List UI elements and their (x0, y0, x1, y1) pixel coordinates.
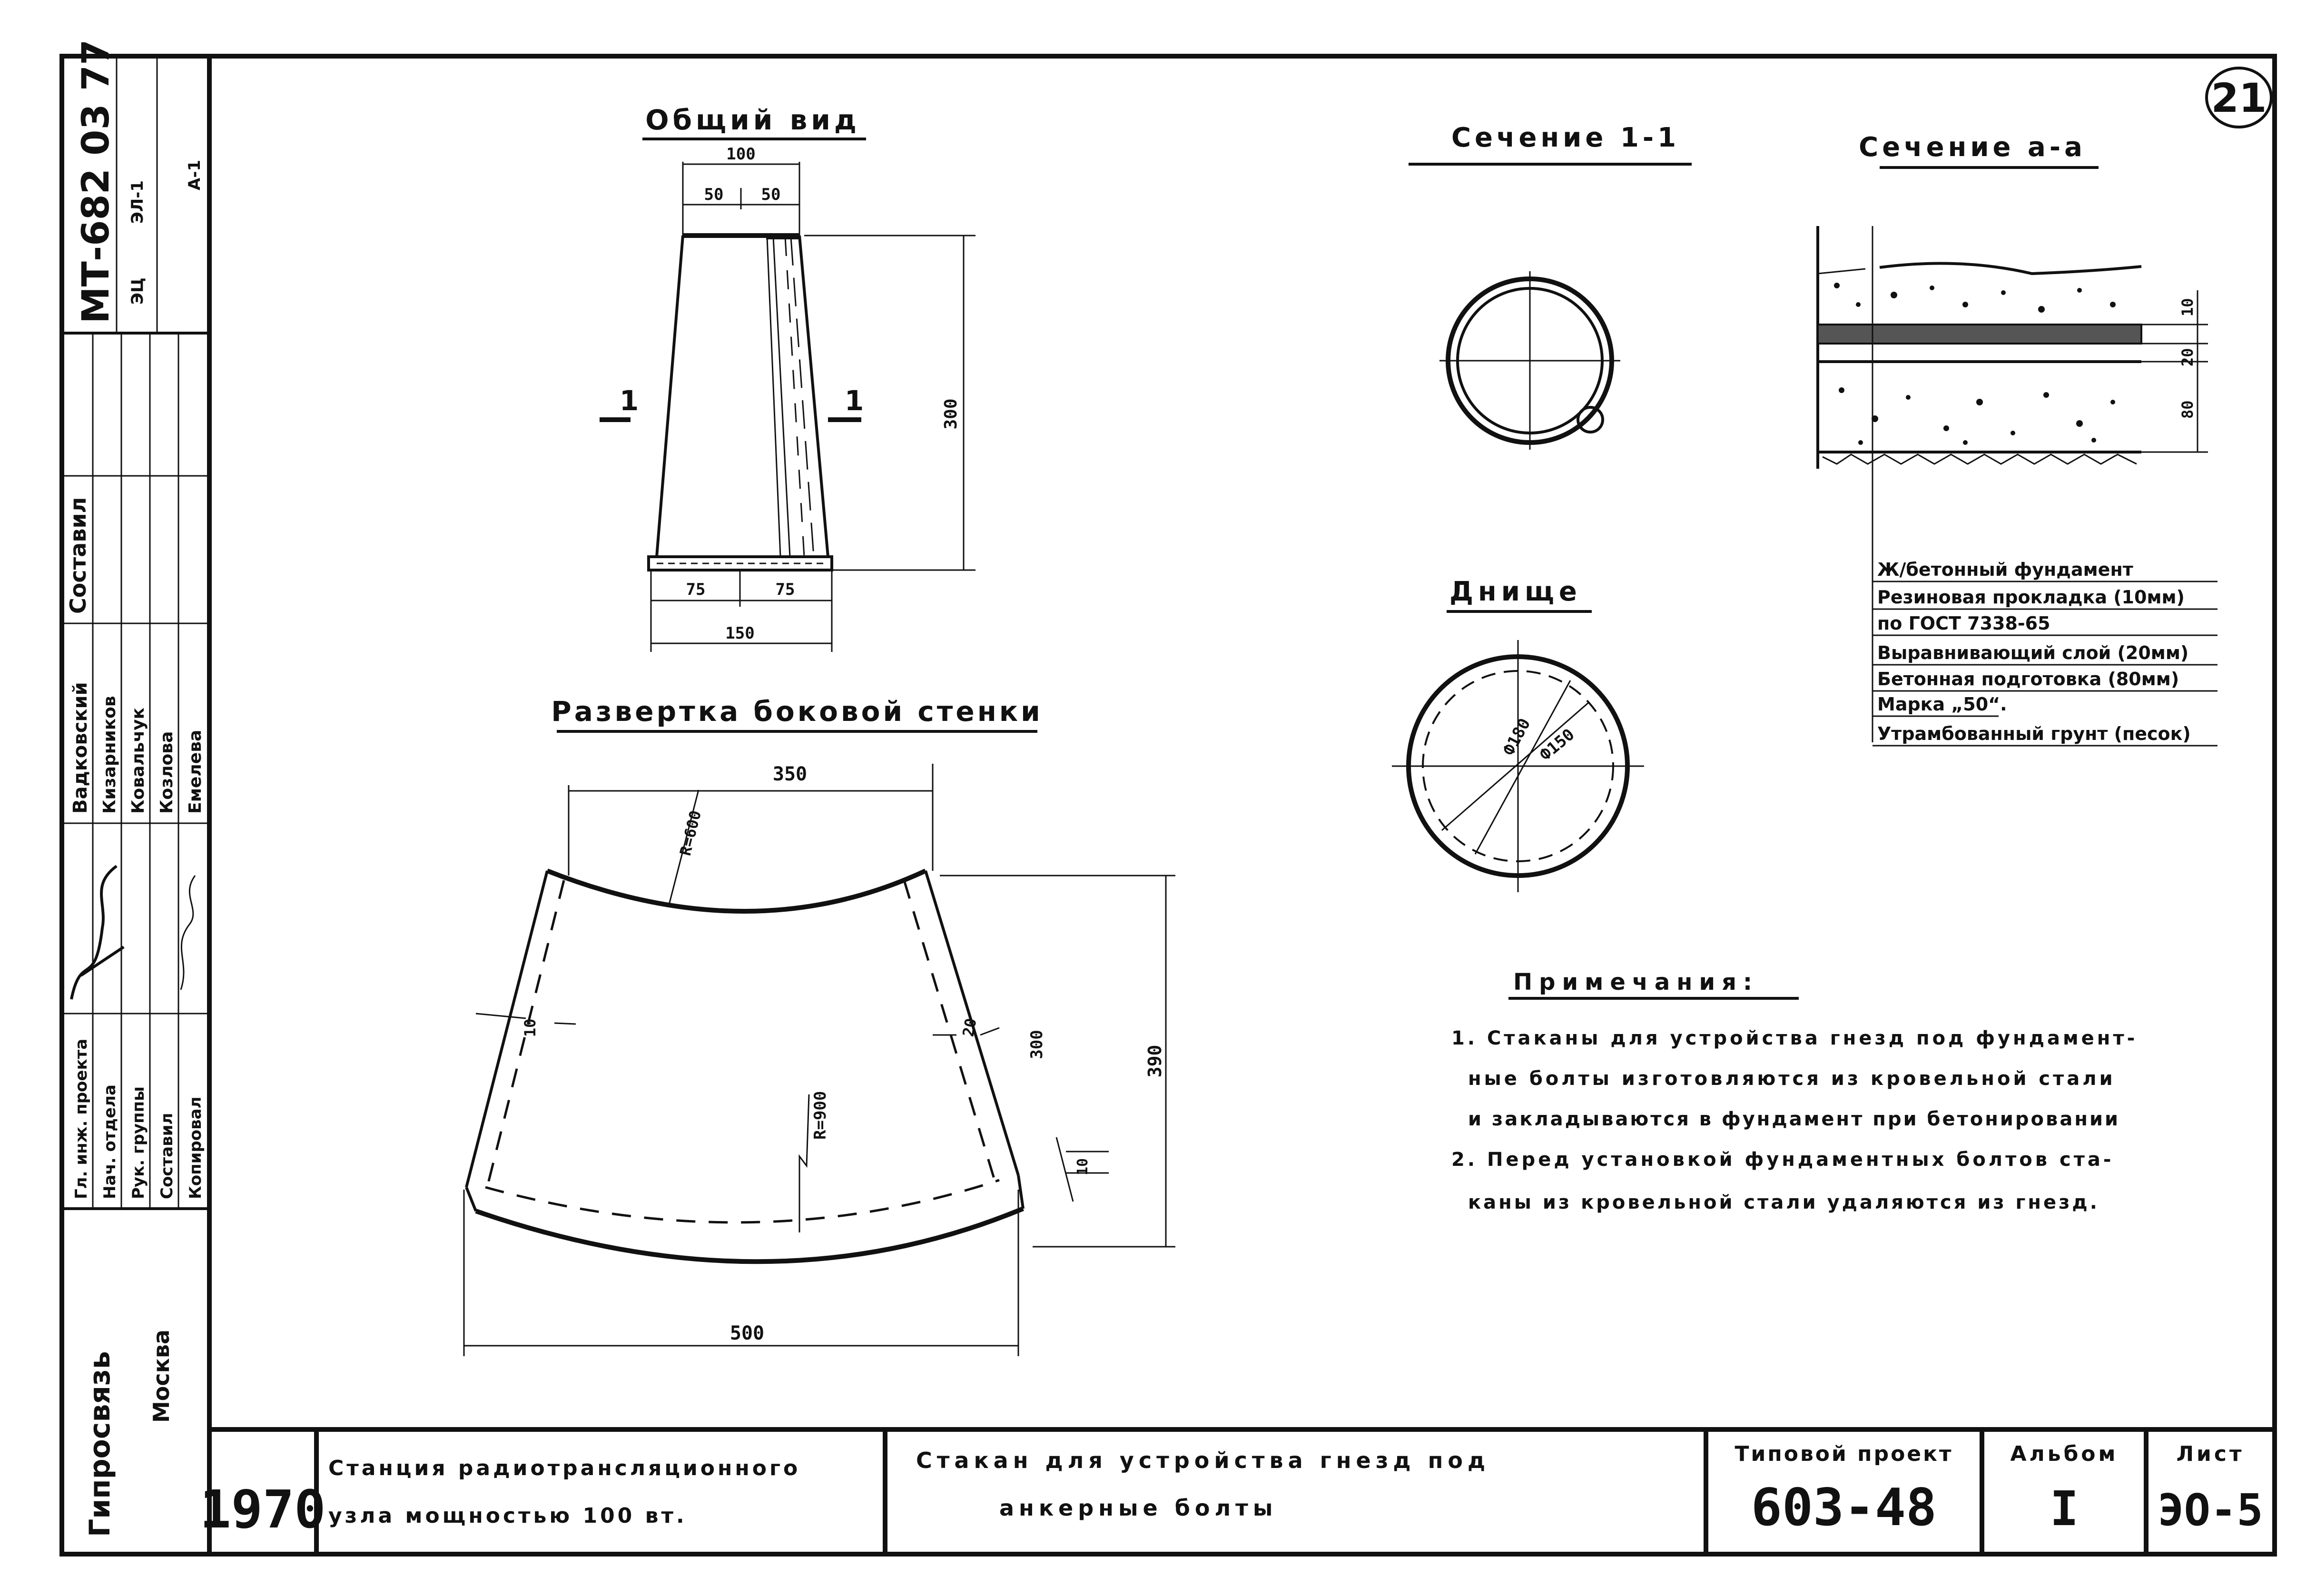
general-dim-height: 300 (941, 398, 961, 430)
bottom-dim-outer: Ф180 (1499, 715, 1535, 759)
general-dim-half-left: 50 (704, 185, 724, 204)
note-line-1: 1. Стаканы для устройства гнезд под фундамент- (1451, 1027, 2138, 1049)
title-album-number: I (2050, 1481, 2079, 1537)
general-dim-top: 100 (726, 145, 756, 164)
general-dim-bottom: 150 (725, 624, 755, 643)
notes-title: Примечания: (1513, 969, 1759, 995)
title-drawing-line-1: Стакан для устройства гнезд под (916, 1448, 1490, 1473)
general-view-title: Общий вид (645, 104, 860, 136)
title-object-line-1: Станция радиотрансляционного (328, 1456, 801, 1480)
general-view (600, 104, 976, 652)
general-dim-bottom-right: 75 (775, 580, 795, 599)
role-1: Нач. отдела (100, 1084, 119, 1199)
role-0: Гл. инж. проекта (72, 1038, 91, 1199)
title-album-label: Альбом (2010, 1442, 2119, 1466)
page-number: 21 (2211, 75, 2267, 121)
bottom-dim-inner: Ф150 (1536, 725, 1578, 765)
rubber-layer (1818, 325, 2141, 344)
title-project-number: 603-48 (1751, 1478, 1937, 1537)
development-dim-bottom-seam: 10 (1074, 1158, 1091, 1175)
org-city: Москва (148, 1329, 174, 1423)
development-dim-top: 350 (772, 763, 808, 785)
side-wall-development (464, 695, 1175, 1356)
section-dim-3: 80 (2178, 400, 2197, 419)
section-1-1 (1409, 122, 1692, 450)
title-object-line-2: узла мощностью 100 вт. (328, 1504, 687, 1528)
name-1: Кизарников (100, 696, 119, 814)
section-a-a-title: Сечение а-а (1859, 132, 2086, 163)
stamp-sub-2: ЭЛ-1 (128, 180, 147, 224)
name-3: Козлова (157, 731, 177, 814)
legend-3: Выравнивающий слой (20мм) (1877, 642, 2189, 663)
bottom-view (1392, 576, 1644, 892)
header-label: Составил (65, 497, 91, 614)
development-dim-height-outer: 390 (1144, 1044, 1165, 1078)
stamp-sub-1: ЭЦ (128, 277, 147, 305)
section-mark-right: 1 (844, 384, 864, 417)
title-project-label: Типовой проект (1735, 1442, 1953, 1466)
title-block (200, 1429, 2263, 1554)
role-3: Составил (158, 1113, 177, 1199)
stamp-sub-3: А-1 (185, 159, 204, 190)
section-1-1-title: Сечение 1-1 (1451, 122, 1680, 153)
development-dim-seam-right: 20 (959, 1016, 980, 1038)
development-r-outer: R=600 (676, 808, 705, 857)
note-line-4: 2. Перед установкой фундаментных болтов ста- (1451, 1149, 2114, 1171)
development-dim-height-inner: 300 (1027, 1030, 1046, 1059)
signature-2 (181, 876, 195, 990)
legend-5: Марка „50“. (1877, 694, 2007, 715)
notes (1451, 969, 2138, 1213)
name-2: Ковальчук (128, 708, 148, 814)
note-line-3: и закладываются в фундамент при бетонировании (1468, 1108, 2120, 1130)
side-block (62, 39, 209, 1537)
role-2: Рук. группы (129, 1086, 148, 1199)
concrete-texture (1834, 283, 2116, 445)
legend-6: Утрамбованный грунт (песок) (1877, 723, 2191, 744)
title-drawing-line-2: анкерные болты (999, 1495, 1278, 1521)
section-dim-1: 10 (2178, 298, 2197, 316)
signature-1 (71, 866, 124, 999)
note-line-2: ные болты изготовляются из кровельной стали (1468, 1068, 2116, 1090)
title-sheet-number: ЭО-5 (2158, 1485, 2263, 1536)
legend-0: Ж/бетонный фундамент (1877, 559, 2133, 580)
development-title: Развертка боковой стенки (551, 695, 1043, 728)
section-mark-left: 1 (619, 384, 639, 417)
section-a-a (1818, 132, 2217, 746)
org-name: Гипросвязь (83, 1351, 117, 1537)
section-dim-2: 20 (2178, 348, 2197, 366)
title-sheet-label: Лист (2176, 1442, 2245, 1466)
outer-frame (62, 56, 2275, 1554)
title-year: 1970 (199, 1479, 326, 1540)
role-4: Копировал (186, 1096, 205, 1199)
name-4: Емелева (186, 729, 205, 814)
general-dim-bottom-left: 75 (686, 580, 706, 599)
development-r-inner: R=900 (811, 1091, 830, 1140)
development-dim-width: 500 (729, 1322, 765, 1344)
name-0: Вадковский (69, 682, 91, 814)
development-dim-seam-left: 10 (521, 1018, 539, 1037)
note-line-5: каны из кровельной стали удаляются из гнезд. (1468, 1192, 2099, 1213)
legend-4: Бетонная подготовка (80мм) (1877, 669, 2179, 690)
stamp-code: МТ-682 03 77 (75, 39, 118, 324)
legend-2: по ГОСТ 7338-65 (1877, 613, 2050, 634)
legend-1: Резиновая прокладка (10мм) (1877, 587, 2185, 608)
bottom-view-title: Днище (1449, 576, 1582, 607)
general-dim-half-right: 50 (761, 185, 781, 204)
